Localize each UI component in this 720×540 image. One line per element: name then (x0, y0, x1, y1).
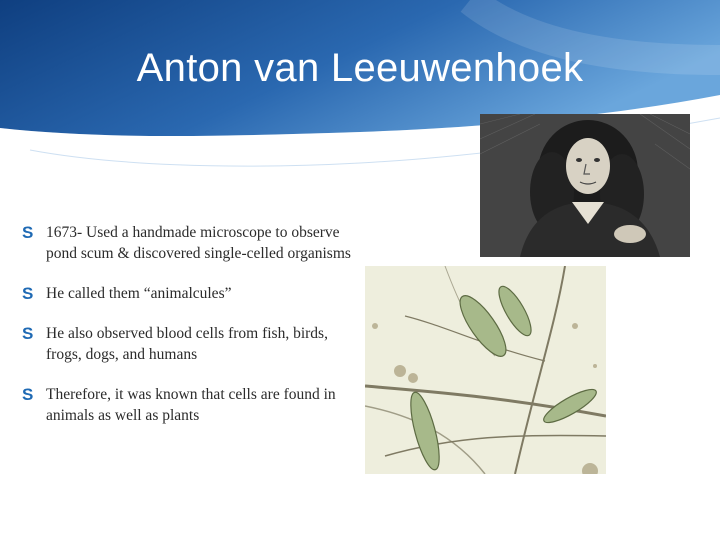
bullet-item (22, 283, 352, 304)
bullet-icon: S (22, 284, 34, 303)
slide-title: Anton van Leeuwenhoek (136, 46, 584, 90)
bullet-text: 1673- Used a handmade microscope to observe pond scum & discovered single-celled organisms (46, 224, 351, 262)
bullet-item (22, 384, 352, 426)
bullet-text: He also observed blood cells from fish, birds, frogs, dogs, and humans (46, 325, 328, 363)
bullet-item (22, 323, 352, 365)
bullet-text: He called them “animalcules” (46, 285, 232, 302)
bullet-text: Therefore, it was known that cells are found in animals as well as plants (46, 386, 336, 424)
portrait-image (480, 114, 690, 257)
bullet-icon: S (22, 385, 34, 404)
bullet-icon: S (22, 223, 34, 242)
micrograph-image (365, 266, 606, 474)
bullet-item (22, 222, 352, 264)
bullet-icon: S (22, 324, 34, 343)
bullet-list (22, 222, 352, 445)
